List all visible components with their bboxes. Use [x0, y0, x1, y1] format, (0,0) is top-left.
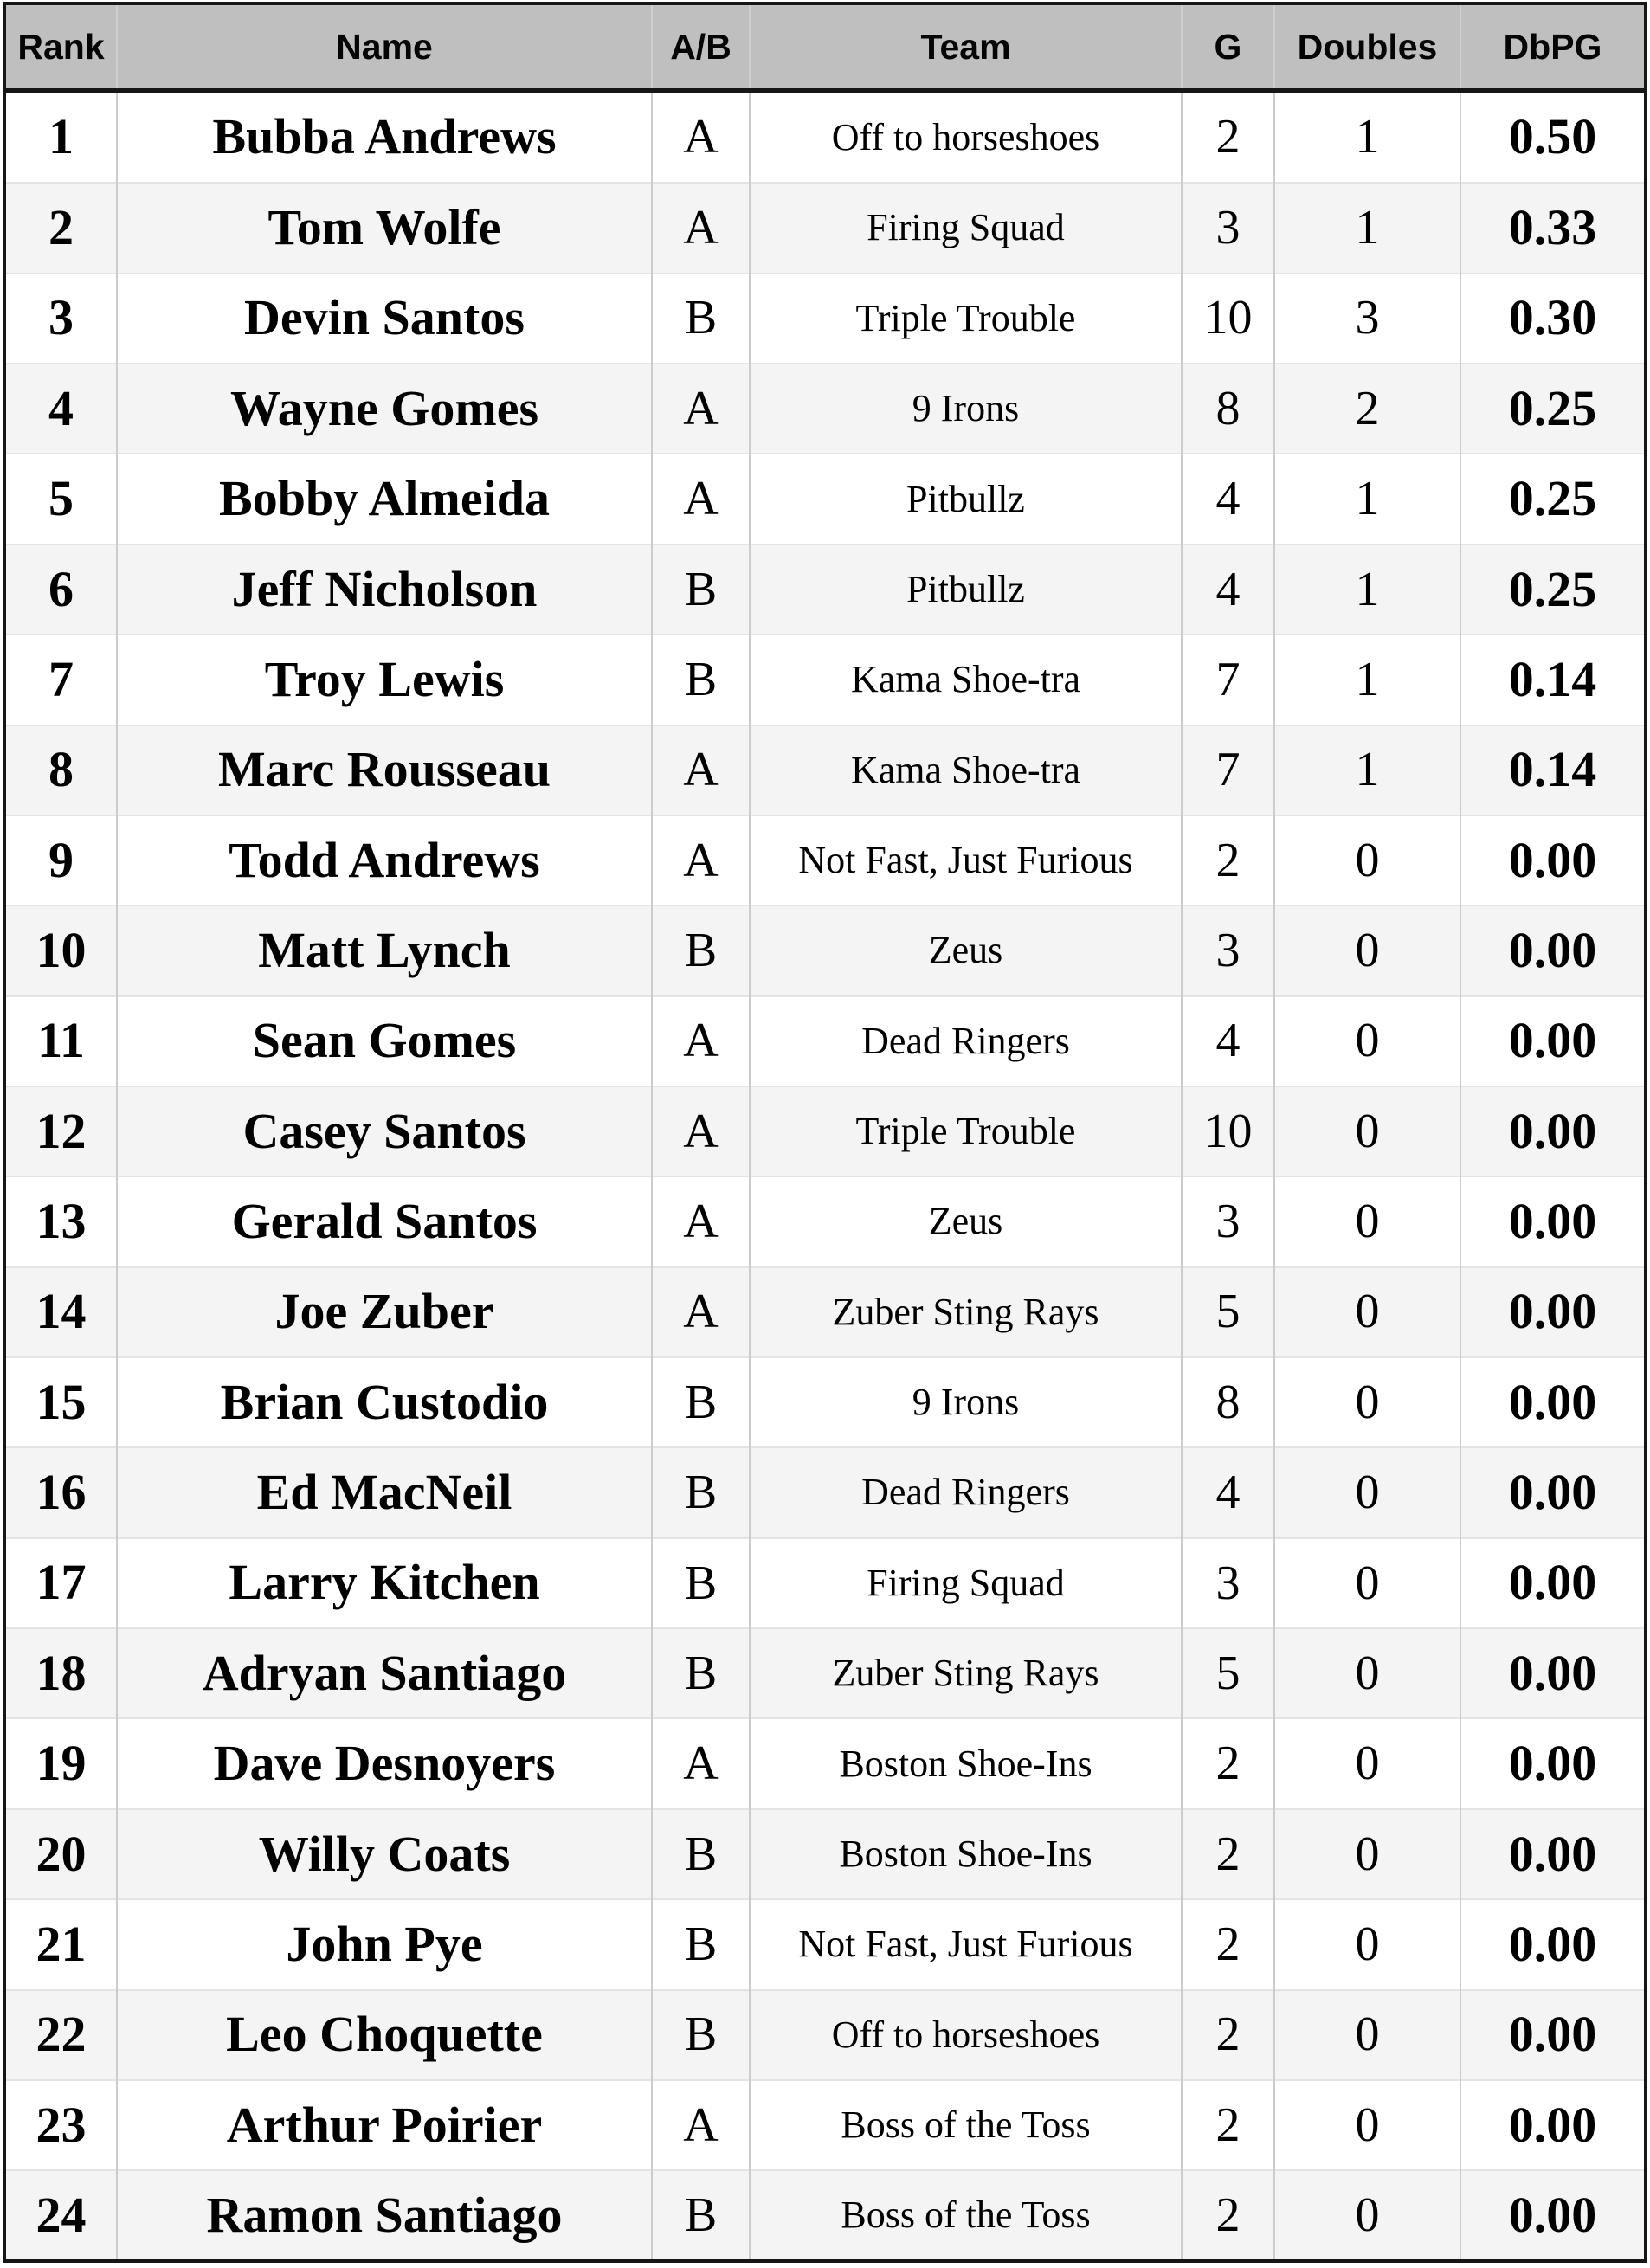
cell-ab: A	[652, 183, 750, 273]
cell-g: 2	[1182, 2170, 1274, 2259]
cell-team: Boss of the Toss	[750, 2080, 1182, 2170]
cell-g: 10	[1182, 1086, 1274, 1176]
cell-ab: A	[652, 91, 750, 184]
cell-g: 8	[1182, 1357, 1274, 1447]
cell-ab: B	[652, 1809, 750, 1899]
table-frame	[3, 2, 1647, 2263]
table-row	[6, 2170, 1644, 2259]
cell-dbpg: 0.00	[1460, 1809, 1644, 1899]
cell-dbpg: 0.50	[1508, 108, 1597, 165]
cell-team: Boss of the Toss	[750, 2170, 1182, 2259]
cell-g: 10	[1182, 274, 1274, 364]
cell-rank: 16	[6, 1447, 117, 1537]
cell-name: Wayne Gomes	[117, 364, 652, 454]
cell-name: Jeff Nicholson	[117, 544, 652, 635]
cell-g: 3	[1182, 905, 1274, 995]
table-row	[6, 2080, 1644, 2170]
cell-name: Joe Zuber	[117, 1267, 652, 1357]
cell-rank: 1	[6, 91, 117, 184]
cell-dbpg: 0.00	[1460, 1267, 1644, 1357]
table-row	[6, 1718, 1644, 1808]
cell-team: Zeus	[750, 905, 1182, 995]
table-row	[6, 1990, 1644, 2080]
cell-rank: 5	[6, 454, 117, 544]
cell-g: 7	[1182, 725, 1274, 815]
cell-name: Casey Santos	[117, 1086, 652, 1176]
cell-team: Boston Shoe-Ins	[750, 1718, 1182, 1808]
cell-name: Leo Choquette	[117, 1990, 652, 2080]
cell-ab: B	[652, 635, 750, 725]
cell-doubles: 0	[1274, 1086, 1460, 1176]
cell-dbpg: 0.00	[1460, 905, 1644, 995]
table-row	[6, 635, 1644, 725]
cell-rank: 2	[6, 183, 117, 273]
cell-doubles: 1	[1274, 91, 1460, 184]
cell-g: 2	[1182, 1718, 1274, 1808]
table-row	[6, 544, 1644, 635]
cell-dbpg: 0.00	[1460, 1176, 1644, 1266]
cell-doubles: 0	[1274, 1899, 1460, 1989]
cell-name: Marc Rousseau	[117, 725, 652, 815]
table-row	[6, 905, 1644, 995]
cell-g: 7	[1182, 635, 1274, 725]
cell-ab: B	[652, 274, 750, 364]
cell-dbpg: 0.00	[1460, 1718, 1644, 1808]
cell-team: Dead Ringers	[750, 996, 1182, 1086]
cell-rank: 3	[6, 274, 117, 364]
cell-doubles: 0	[1274, 905, 1460, 995]
cell-rank: 12	[6, 1086, 117, 1176]
header-row	[6, 5, 1644, 91]
cell-g: 4	[1182, 996, 1274, 1086]
cell-ab: B	[652, 905, 750, 995]
table-row	[6, 1447, 1644, 1537]
cell-g: 4	[1182, 1447, 1274, 1537]
cell-g: 2	[1182, 1899, 1274, 1989]
cell-name: Gerald Santos	[117, 1176, 652, 1266]
cell-name: Willy Coats	[117, 1809, 652, 1899]
cell-dbpg: 0.14	[1460, 635, 1644, 725]
table-row	[6, 364, 1644, 454]
cell-ab: A	[652, 454, 750, 544]
column-header-name: Name	[117, 5, 652, 91]
doubles-standings-table	[6, 5, 1644, 2259]
cell-team: Triple Trouble	[750, 1086, 1182, 1176]
cell-team: Zuber Sting Rays	[750, 1628, 1182, 1718]
cell-name: John Pye	[117, 1899, 652, 1989]
cell-rank: 11	[6, 996, 117, 1086]
cell-ab: A	[652, 1086, 750, 1176]
cell-rank: 17	[6, 1538, 117, 1628]
table-row	[6, 815, 1644, 905]
cell-g: 2	[1182, 1809, 1274, 1899]
cell-rank: 8	[6, 725, 117, 815]
cell-team: Zuber Sting Rays	[750, 1267, 1182, 1357]
cell-doubles: 0	[1274, 815, 1460, 905]
cell-doubles: 1	[1274, 454, 1460, 544]
cell-dbpg: 0.00	[1460, 1899, 1644, 1989]
cell-rank: 13	[6, 1176, 117, 1266]
cell-doubles: 2	[1274, 364, 1460, 454]
cell-name: Larry Kitchen	[117, 1538, 652, 1628]
cell-rank: 21	[6, 1899, 117, 1989]
cell-dbpg: 0.00	[1460, 815, 1644, 905]
cell-g: 4	[1182, 454, 1274, 544]
cell-doubles: 0	[1274, 1990, 1460, 2080]
cell-ab: B	[652, 1538, 750, 1628]
cell-ab: A	[652, 1267, 750, 1357]
cell-team: Not Fast, Just Furious	[750, 815, 1182, 905]
table-row	[6, 1809, 1644, 1899]
cell-g: 2	[1182, 815, 1274, 905]
cell-ab: B	[652, 2170, 750, 2259]
standings-page	[0, 2, 1650, 2268]
cell-name: Todd Andrews	[117, 815, 652, 905]
cell-dbpg: 0.25	[1460, 454, 1644, 544]
cell-team: Pitbullz	[750, 454, 1182, 544]
cell-dbpg: 0.00	[1460, 1447, 1644, 1537]
cell-team: Zeus	[750, 1176, 1182, 1266]
cell-g: 8	[1182, 364, 1274, 454]
table-row	[6, 996, 1644, 1086]
cell-rank: 7	[6, 635, 117, 725]
cell-doubles: 1	[1274, 725, 1460, 815]
table-row	[6, 1899, 1644, 1989]
cell-ab: B	[652, 1990, 750, 2080]
cell-dbpg: 0.00	[1460, 1538, 1644, 1628]
column-header-dbpg: DbPG	[1460, 5, 1644, 91]
cell-rank: 24	[6, 2170, 117, 2259]
cell-g: 4	[1182, 544, 1274, 635]
cell-rank: 22	[6, 1990, 117, 2080]
cell-name: Dave Desnoyers	[117, 1718, 652, 1808]
column-header-ab: A/B	[652, 5, 750, 91]
cell-dbpg: 0.00	[1460, 996, 1644, 1086]
cell-g: 5	[1182, 1267, 1274, 1357]
cell-dbpg: 0.25	[1460, 544, 1644, 635]
cell-ab: A	[652, 815, 750, 905]
table-body	[6, 91, 1644, 2260]
cell-doubles: 0	[1274, 2170, 1460, 2259]
cell-team: Firing Squad	[750, 183, 1182, 273]
cell-doubles: 1	[1274, 544, 1460, 635]
cell-doubles: 0	[1274, 1809, 1460, 1899]
cell-rank: 19	[6, 1718, 117, 1808]
cell-doubles: 0	[1274, 996, 1460, 1086]
cell-dbpg: 0.14	[1460, 725, 1644, 815]
cell-rank: 4	[6, 364, 117, 454]
cell-dbpg: 0.00	[1460, 1628, 1644, 1718]
cell-g: 5	[1182, 1628, 1274, 1718]
cell-ab: A	[652, 364, 750, 454]
cell-rank: 10	[6, 905, 117, 995]
cell-name: Brian Custodio	[117, 1357, 652, 1447]
cell-rank: 23	[6, 2080, 117, 2170]
table-row	[6, 1086, 1644, 1176]
cell-team: Firing Squad	[750, 1538, 1182, 1628]
cell-rank: 15	[6, 1357, 117, 1447]
cell-team: Kama Shoe-tra	[750, 725, 1182, 815]
cell-ab: A	[652, 996, 750, 1086]
cell-team: Dead Ringers	[750, 1447, 1182, 1537]
cell-team: Not Fast, Just Furious	[750, 1899, 1182, 1989]
cell-g: 3	[1182, 183, 1274, 273]
cell-dbpg: 0.00	[1460, 2080, 1644, 2170]
column-header-doubles: Doubles	[1274, 5, 1460, 91]
cell-dbpg: 0.33	[1460, 183, 1644, 273]
table-row	[6, 1628, 1644, 1718]
cell-ab: B	[652, 1447, 750, 1537]
cell-doubles: 1	[1274, 183, 1460, 273]
cell-name: Troy Lewis	[117, 635, 652, 725]
cell-name: Adryan Santiago	[117, 1628, 652, 1718]
cell-team: Boston Shoe-Ins	[750, 1809, 1182, 1899]
cell-name: Tom Wolfe	[117, 183, 652, 273]
cell-ab: B	[652, 544, 750, 635]
cell-doubles: 0	[1274, 1267, 1460, 1357]
cell-team: Triple Trouble	[750, 274, 1182, 364]
cell-g: 2	[1182, 2080, 1274, 2170]
cell-rank: 9	[6, 815, 117, 905]
cell-ab: A	[652, 725, 750, 815]
cell-name: Devin Santos	[117, 274, 652, 364]
cell-dbpg: 0.00	[1460, 1086, 1644, 1176]
cell-doubles: 0	[1274, 1447, 1460, 1537]
cell-name: Matt Lynch	[117, 905, 652, 995]
table-row	[6, 454, 1644, 544]
cell-rank: 18	[6, 1628, 117, 1718]
table-row	[6, 183, 1644, 273]
cell-doubles: 0	[1274, 1718, 1460, 1808]
cell-doubles: 1	[1274, 635, 1460, 725]
cell-name: Bubba Andrews	[117, 91, 652, 184]
cell-dbpg: 0.30	[1460, 274, 1644, 364]
cell-name: Sean Gomes	[117, 996, 652, 1086]
cell-g: 2	[1182, 91, 1274, 184]
cell-doubles: 0	[1274, 1176, 1460, 1266]
cell-dbpg: 0.00	[1460, 1357, 1644, 1447]
table-row	[6, 1538, 1644, 1628]
cell-g: 3	[1182, 1176, 1274, 1266]
cell-ab: B	[652, 1899, 750, 1989]
cell-doubles: 3	[1274, 274, 1460, 364]
cell-dbpg: 0.00	[1460, 2170, 1644, 2259]
cell-ab: A	[652, 1718, 750, 1808]
cell-team: Off to horseshoes	[750, 91, 1182, 184]
table-row	[6, 274, 1644, 364]
table-row	[6, 1267, 1644, 1357]
cell-name: Ramon Santiago	[117, 2170, 652, 2259]
cell-doubles: 0	[1274, 1538, 1460, 1628]
table-row	[6, 725, 1644, 815]
cell-ab: B	[652, 1628, 750, 1718]
table-row	[6, 1357, 1644, 1447]
column-header-rank: Rank	[6, 5, 117, 91]
table-row	[6, 1176, 1644, 1266]
cell-name: Bobby Almeida	[117, 454, 652, 544]
cell-doubles: 0	[1274, 1357, 1460, 1447]
cell-team: 9 Irons	[750, 364, 1182, 454]
cell-team: 9 Irons	[750, 1357, 1182, 1447]
cell-ab: A	[652, 1176, 750, 1266]
cell-dbpg: 0.25	[1460, 364, 1644, 454]
column-header-g: G	[1182, 5, 1274, 91]
cell-name: Arthur Poirier	[117, 2080, 652, 2170]
cell-rank: 14	[6, 1267, 117, 1357]
cell-doubles: 0	[1274, 2080, 1460, 2170]
cell-ab: B	[652, 1357, 750, 1447]
cell-g: 3	[1182, 1538, 1274, 1628]
cell-g: 2	[1182, 1990, 1274, 2080]
cell-rank: 20	[6, 1809, 117, 1899]
column-header-team: Team	[750, 5, 1182, 91]
cell-ab: A	[652, 2080, 750, 2170]
table-row	[6, 91, 1644, 184]
cell-rank: 6	[6, 544, 117, 635]
cell-dbpg: 0.00	[1460, 1990, 1644, 2080]
cell-team: Pitbullz	[750, 544, 1182, 635]
cell-doubles: 0	[1274, 1628, 1460, 1718]
cell-team: Kama Shoe-tra	[750, 635, 1182, 725]
cell-team: Off to horseshoes	[750, 1990, 1182, 2080]
cell-name: Ed MacNeil	[117, 1447, 652, 1537]
